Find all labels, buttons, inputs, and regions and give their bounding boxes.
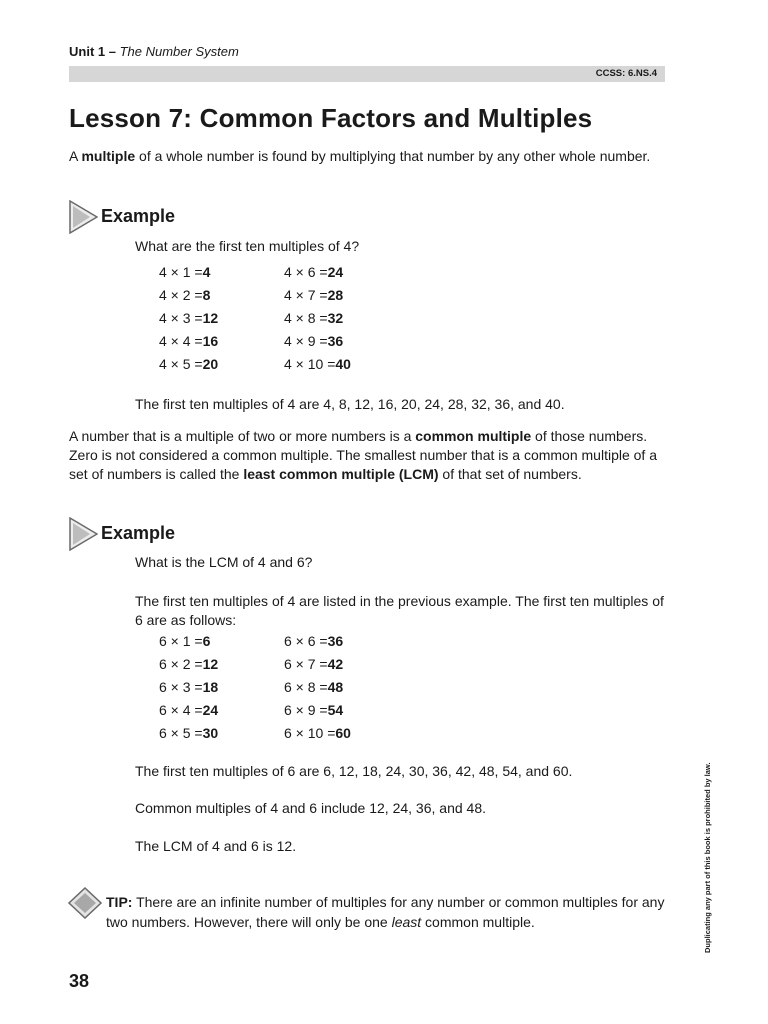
example2-intro: The first ten multiples of 4 are listed in the previous example. The first ten multiples of 6 are as follows:: [135, 593, 664, 628]
table-row: 6 × 4 =24 6 × 9 =54: [159, 702, 344, 718]
unit-name: The Number System: [119, 44, 239, 59]
example-label: Example: [101, 206, 176, 226]
example1-summary: The first ten multiples of 4 are 4, 8, 12, 16, 20, 24, 28, 32, 36, and 40.: [135, 396, 565, 412]
tip-text: TIP: There are an infinite number of multiples for any number or common multiples for any two numbers. However, there will only be one least common multiple.: [106, 894, 665, 930]
example2-common: Common multiples of 4 and 6 include 12, 24, 36, and 48.: [135, 800, 486, 816]
table-row: 4 × 2 =8 4 × 7 =28: [159, 287, 344, 303]
page-number: 38: [69, 971, 90, 991]
unit-label: Unit 1 –: [69, 44, 116, 59]
table-row: 6 × 5 =30 6 × 10 =60: [159, 725, 351, 741]
intro-paragraph: A multiple of a whole number is found by multiplying that number by any other whole number.: [69, 148, 651, 164]
copyright-side-note: Duplicating any part of this book is prohibited by law.: [703, 762, 712, 953]
tip-diamond-icon: [68, 887, 102, 919]
table-row: 6 × 3 =18 6 × 8 =48: [159, 679, 344, 695]
tip-label: TIP:: [106, 894, 133, 910]
table-row: 4 × 3 =12 4 × 8 =32: [159, 310, 344, 326]
lesson-title: Lesson 7: Common Factors and Multiples: [69, 103, 593, 133]
table-row: 4 × 4 =16 4 × 9 =36: [159, 333, 344, 349]
term-lcm: least common multiple (LCM): [243, 466, 439, 482]
table-row: 6 × 2 =12 6 × 7 =42: [159, 656, 344, 672]
tip-emphasis: least: [391, 913, 422, 930]
common-multiple-paragraph: A number that is a multiple of two or more numbers is a common multiple of those numbers. Zero is not considered a common multiple. The smallest number that is a common multiple of a set of numbers is called the least common multiple (LCM) of that set of numbers.: [69, 428, 657, 482]
multiples-table-4: [159, 261, 351, 376]
example2-summary: The first ten multiples of 6 are 6, 12, 18, 24, 30, 36, 42, 48, 54, and 60.: [135, 763, 573, 779]
example-arrow-icon: [68, 517, 98, 551]
standards-bar: [69, 66, 665, 82]
term-common-multiple: common multiple: [415, 428, 532, 444]
standard-code: CCSS: 6.NS.4: [595, 68, 657, 79]
multiples-table-6: [159, 630, 351, 745]
example1-question: What are the first ten multiples of 4?: [135, 238, 360, 254]
unit-header: [69, 44, 239, 59]
example-arrow-icon: [68, 200, 98, 234]
table-row: 4 × 5 =20 4 × 10 =40: [159, 356, 351, 372]
table-row: 6 × 1 =6 6 × 6 =36: [159, 633, 344, 649]
example2-answer: The LCM of 4 and 6 is 12.: [135, 838, 297, 854]
example-label: Example: [101, 523, 176, 543]
table-row: 4 × 1 =4 4 × 6 =24: [159, 264, 344, 280]
example2-question: What is the LCM of 4 and 6?: [135, 554, 313, 570]
term-multiple: multiple: [81, 148, 136, 164]
